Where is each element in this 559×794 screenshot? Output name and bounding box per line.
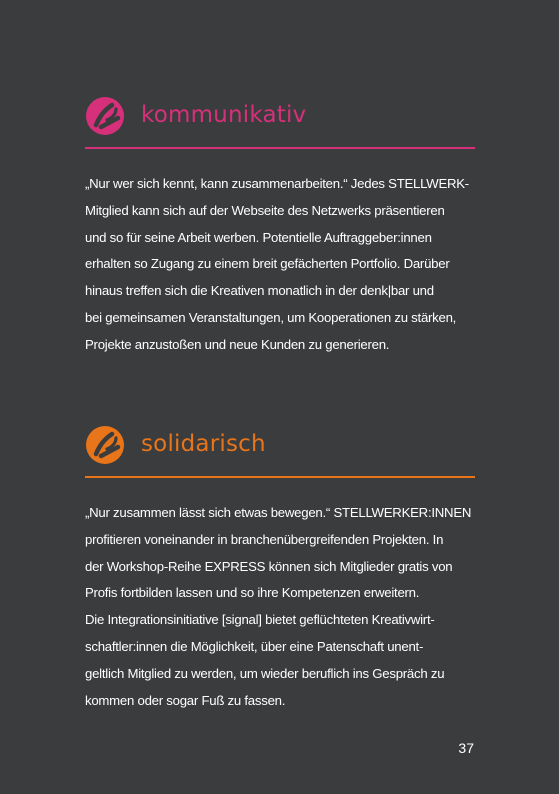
body-line: Profis fortbilden lassen und so ihre Kompetenzen erweitern. bbox=[85, 585, 420, 601]
section-heading-row bbox=[85, 425, 475, 465]
body-line: erhalten so Zugang zu einem breit gefächerten Portfolio. Darüber bbox=[85, 256, 450, 272]
section-body bbox=[85, 500, 475, 714]
stellwerk-logo-icon bbox=[85, 96, 125, 136]
section-body bbox=[85, 171, 475, 359]
body-line: bei gemeinsamen Veranstaltungen, um Kooperationen zu stärken, bbox=[85, 309, 457, 325]
body-line: „Nur wer sich kennt, kann zusammenarbeiten.“ Jedes STELLWERK- bbox=[85, 176, 469, 191]
section-kommunikativ bbox=[85, 96, 475, 359]
body-line: Die Integrationsinitiative [signal] bietet geflüchteten Kreativwirt- bbox=[85, 612, 435, 628]
body-line: der Workshop-Reihe EXPRESS können sich Mitglieder gratis von bbox=[85, 558, 453, 574]
body-line: und so für seine Arbeit werben. Potentielle Auftraggeber:innen bbox=[85, 229, 432, 245]
body-line: „Nur zusammen lässt sich etwas bewegen.“ STELLWERKER:INNEN bbox=[85, 505, 472, 520]
body-line: kommen oder sogar Fuß zu fassen. bbox=[85, 692, 286, 708]
body-line: hinaus treffen sich die Kreativen monatlich in der denk|bar und bbox=[85, 283, 434, 299]
body-line: Mitglied kann sich auf der Webseite des Netzwerks präsentieren bbox=[85, 202, 445, 218]
section-divider bbox=[85, 476, 475, 478]
section-heading: solidarisch bbox=[141, 431, 266, 457]
body-line: geltlich Mitglied zu werden, um wieder beruflich ins Gespräch zu bbox=[85, 665, 445, 681]
page-number: 37 bbox=[458, 740, 474, 756]
stellwerk-logo-icon bbox=[85, 425, 125, 465]
section-heading-row bbox=[85, 96, 475, 136]
section-divider bbox=[85, 147, 475, 149]
body-line: schaftler:innen die Möglichkeit, über eine Patenschaft unent- bbox=[85, 638, 424, 654]
section-solidarisch bbox=[85, 425, 475, 714]
body-line: profitieren voneinander in branchenübergreifenden Projekten. In bbox=[85, 531, 444, 547]
body-line: Projekte anzustoßen und neue Kunden zu generieren. bbox=[85, 336, 390, 352]
section-heading: kommunikativ bbox=[141, 102, 307, 128]
